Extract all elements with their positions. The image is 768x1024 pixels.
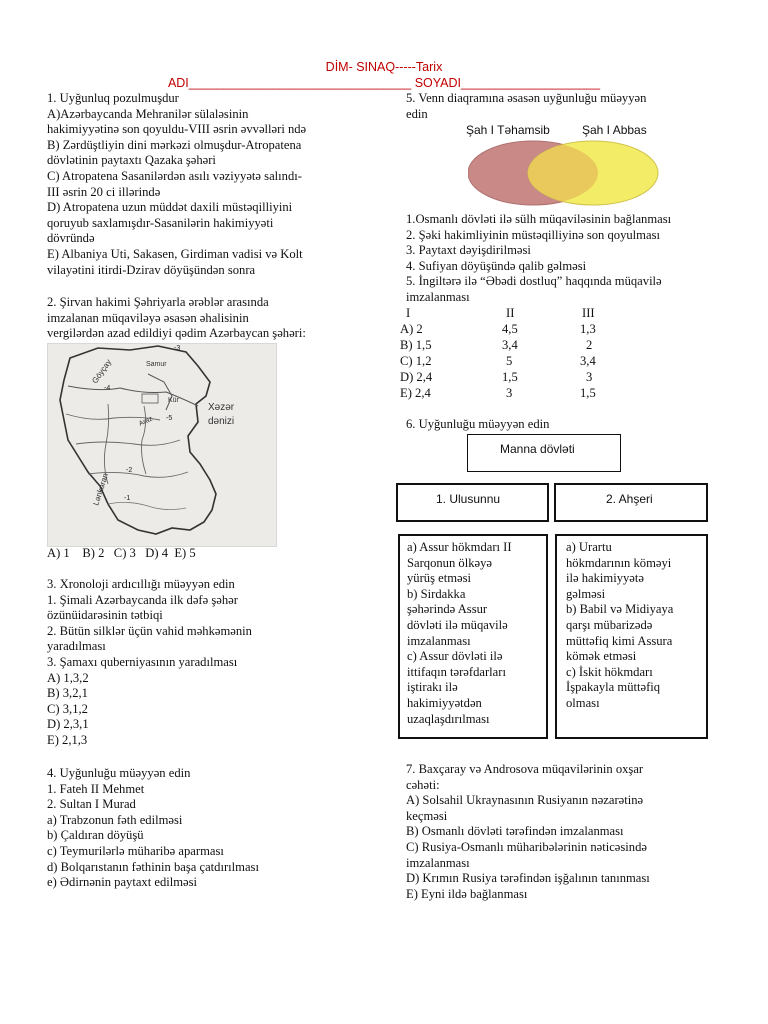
ulusunnu-item: hakimiyyətdən xyxy=(407,695,482,710)
q7-line: E) Eyni ildə bağlanması xyxy=(406,886,528,901)
ahseri-item: müttəfiq kimi Assura xyxy=(566,633,673,648)
q5-line: edin xyxy=(406,106,428,121)
q1-line: D) Atropatena uzun müddət daxili müstəqilliyini xyxy=(47,200,293,215)
q3-line: özünüidarəsinin tətbiqi xyxy=(47,608,163,623)
q3-line: B) 3,2,1 xyxy=(47,686,88,701)
q2-line: imzalanan müqaviləyə əsasən əhalisinin xyxy=(47,310,249,325)
q7-line: A) Solsahil Ukraynasının Rusiyanın nəzarətinə xyxy=(406,793,644,808)
ahseri-header-box xyxy=(554,483,708,522)
map-marker-4: -4 xyxy=(104,385,111,392)
q1-line: B) Zərdüştliyin dini mərkəzi olmuşdur-Atropatena xyxy=(47,137,302,152)
q1-line: hakimiyyətinə son qoyuldu-VIII əsrin əvvəlləri ndə xyxy=(47,122,307,137)
venn-label-left: Şah I Təhamsib xyxy=(466,123,550,137)
q7-line: D) Krımın Rusiya tərəfindən işğalının tanınması xyxy=(406,871,650,886)
table-cell: 1,5 xyxy=(502,370,518,384)
ulusunnu-item: imzalanması xyxy=(407,633,471,648)
table-cell: 3 xyxy=(586,370,593,384)
table-cell: D) 2,4 xyxy=(400,370,433,384)
ahseri-label: 2. Ahşeri xyxy=(606,492,653,506)
map-label-lenkeran: Lənkəran xyxy=(91,472,111,507)
table-header-II: II xyxy=(506,306,515,320)
map-label-xezer: Xəzər xyxy=(208,402,235,413)
test-title: DİM- SINAQ-----Tarix xyxy=(325,60,443,74)
q3-line: 3. Xronoloji ardıcıllığı müəyyən edin xyxy=(47,577,235,591)
map-label-denizi: dənizi xyxy=(208,416,235,427)
table-cell: A) 2 xyxy=(400,322,423,336)
q2-answer-options xyxy=(47,546,196,562)
q1-line: A)Azərbaycanda Mehranilər sülaləsinin xyxy=(47,106,249,121)
ulusunnu-item: Sarqonun ölkəyə xyxy=(407,555,492,570)
ahseri-item: olması xyxy=(566,695,600,710)
q2-line: 2. Şirvan hakimi Şəhriyarla ərəblər arasında xyxy=(47,295,269,309)
q1-line: dövründə xyxy=(47,231,95,246)
ulusunnu-item: şəhərində Assur xyxy=(407,602,488,617)
q4-line: b) Çaldıran döyüşü xyxy=(47,828,144,843)
ahseri-item: gəlməsi xyxy=(566,586,606,601)
q4-line: e) Ədirnənin paytaxt edilməsi xyxy=(47,875,198,890)
table-cell: B) 1,5 xyxy=(400,338,432,352)
ahseri-item: İşpakayla müttəfiq xyxy=(566,680,661,695)
ulusunnu-item: b) Sirdakka xyxy=(407,586,466,601)
question-5-items xyxy=(406,212,671,306)
q2-line: vergilərdən azad edildiyi qədim Azərbaycan şəhəri: xyxy=(47,326,306,341)
ulusunnu-item: iştirakı ilə xyxy=(407,680,458,695)
ulusunnu-item: ittifaqın tərəfdarları xyxy=(407,664,506,679)
q3-line: yaradılması xyxy=(47,639,106,654)
q4-line: c) Teymurilərlə müharibə aparması xyxy=(47,843,224,858)
ulusunnu-item: c) Assur dövləti ilə xyxy=(407,649,503,664)
ulusunnu-item: dövləti ilə müqavilə xyxy=(407,617,508,632)
q7-line: keçməsi xyxy=(406,808,448,823)
q1-line: C) Atropatena Sasanilərdən asılı vəziyyətə salındı- xyxy=(47,168,302,183)
q4-line: a) Trabzonun fəth edilməsi xyxy=(47,812,183,827)
question-5-intro xyxy=(406,91,646,122)
table-cell: E) 2,4 xyxy=(400,386,431,400)
q1-line: qoruyub saxlamışdır-Sasanilərin hakimiyyəti xyxy=(47,215,274,230)
ahseri-item: b) Babil və Midiyaya xyxy=(566,602,674,617)
map-label-goycay: Göyçay xyxy=(90,357,114,386)
q3-line: 1. Şimali Azərbaycanda ilk dəfə şəhər xyxy=(47,592,238,607)
map-marker-5: -5 xyxy=(166,415,173,422)
question-2 xyxy=(47,295,306,342)
q3-line: C) 3,1,2 xyxy=(47,701,88,716)
q7-line: C) Rusiya-Osmanlı müharibələrinin nəticəsində xyxy=(406,839,647,854)
q3-line: E) 2,1,3 xyxy=(47,732,88,747)
q1-line: E) Albaniya Uti, Sakasen, Girdiman vadisi və Kolt xyxy=(47,246,303,261)
ulusunnu-header-box xyxy=(396,483,549,522)
ulusunnu-label: 1. Ulusunnu xyxy=(436,492,501,506)
table-cell: 5 xyxy=(506,354,513,368)
question-3 xyxy=(47,577,252,749)
map-label-kur: Kür xyxy=(168,397,179,404)
table-cell: 4,5 xyxy=(502,322,518,336)
manna-state-label: Manna dövləti xyxy=(500,442,575,456)
venn-diagram xyxy=(468,140,660,206)
map-drawing xyxy=(48,344,276,546)
q1-line: dövlətinin paytaxtı Qazaka şəhəri xyxy=(47,153,216,168)
ahseri-list-box xyxy=(555,534,708,739)
ahseri-item: c) İskit hökmdarı xyxy=(566,664,653,679)
table-cell: C) 1,2 xyxy=(400,354,432,368)
question-4 xyxy=(47,766,259,891)
q5-item: imzalanması xyxy=(406,289,470,304)
ulusunnu-item: yürüş etməsi xyxy=(407,571,472,586)
ahseri-item: a) Urartu xyxy=(566,540,612,554)
question-7 xyxy=(406,762,650,902)
q2-answers: A) 1 B) 2 C) 3 D) 4 E) 5 xyxy=(47,546,196,560)
table-cell: 3 xyxy=(506,386,513,400)
map-label-araz: Araz xyxy=(137,415,154,428)
q4-line: d) Bolqarıstanın fəthinin başa çatdırılması xyxy=(47,859,259,874)
map-marker-3: -3 xyxy=(174,345,181,352)
q7-line: B) Osmanlı dövləti tərəfindən imzalanması xyxy=(406,824,624,839)
ahseri-item: hökmdarının köməyi xyxy=(566,555,672,570)
q4-line: 4. Uyğunluğu müəyyən edin xyxy=(47,766,191,780)
venn-label-right: Şah I Abbas xyxy=(582,123,647,137)
map-marker-1: -1 xyxy=(124,495,131,502)
azerbaijan-map xyxy=(47,343,277,547)
ulusunnu-item: uzaqlaşdırılması xyxy=(407,711,490,726)
q5-item: 2. Şəki hakimliyinin müstəqilliyinə son qoyulması xyxy=(406,227,660,242)
table-cell: 1,3 xyxy=(580,322,596,336)
q5-item: 4. Sufiyan döyüşündə qalib gəlməsi xyxy=(406,258,587,273)
ahseri-item: ilə hakimiyyətə xyxy=(566,571,644,586)
ulusunnu-list-box xyxy=(398,534,548,739)
table-cell: 2 xyxy=(586,338,593,352)
ahseri-item: kömək etməsi xyxy=(566,649,637,664)
table-cell: 3,4 xyxy=(502,338,518,352)
table-cell: 1,5 xyxy=(580,386,596,400)
map-marker-2: -2 xyxy=(126,467,133,474)
q1-line: vilayətini itirdi-Dzirav döyüşündən sonra xyxy=(47,262,256,277)
q6-title: 6. Uyğunluğu müəyyən edin xyxy=(406,417,550,431)
ulusunnu-item: a) Assur hökmdarı II xyxy=(407,540,512,554)
q5-line: 5. Venn diaqramına əsasən uyğunluğu müəyyən xyxy=(406,91,647,105)
q1-line: III əsrin 20 ci illərində xyxy=(47,184,161,199)
q5-item: 3. Paytaxt dəyişdirilməsi xyxy=(406,243,531,258)
q3-line: A) 1,3,2 xyxy=(47,670,89,685)
map-label-samur: Samur xyxy=(146,361,167,368)
table-cell: 3,4 xyxy=(580,354,596,368)
q7-line: imzalanması xyxy=(406,855,470,870)
q5-item: 5. İngiltərə ilə “Əbədi dostluq” haqqında müqavilə xyxy=(406,274,662,289)
table-header-III: III xyxy=(582,306,595,320)
q7-line: cəhəti: xyxy=(406,777,440,792)
table-header-I: I xyxy=(406,306,411,320)
ahseri-item: qarşı mübarizədə xyxy=(566,617,653,632)
q1-line: 1. Uyğunluq pozulmuşdur xyxy=(47,91,179,105)
q4-line: 1. Fateh II Mehmet xyxy=(47,781,145,796)
q3-line: 3. Şamaxı quberniyasının yaradılması xyxy=(47,654,238,669)
q4-line: 2. Sultan I Murad xyxy=(47,797,136,812)
manna-state-box xyxy=(467,434,621,472)
name-surname-line: ADI________________________________ SOYADI____________________ xyxy=(167,76,601,90)
q7-line: 7. Baxçaray və Androsova müqavilərinin oxşar xyxy=(406,762,644,776)
q5-item: 1.Osmanlı dövləti ilə sülh müqaviləsinin bağlanması xyxy=(406,212,672,226)
question-1 xyxy=(47,91,306,278)
q3-line: 2. Bütün silklər üçün vahid məhkəmənin xyxy=(47,623,252,638)
q3-line: D) 2,3,1 xyxy=(47,717,89,732)
q5-answer-table xyxy=(400,306,706,402)
